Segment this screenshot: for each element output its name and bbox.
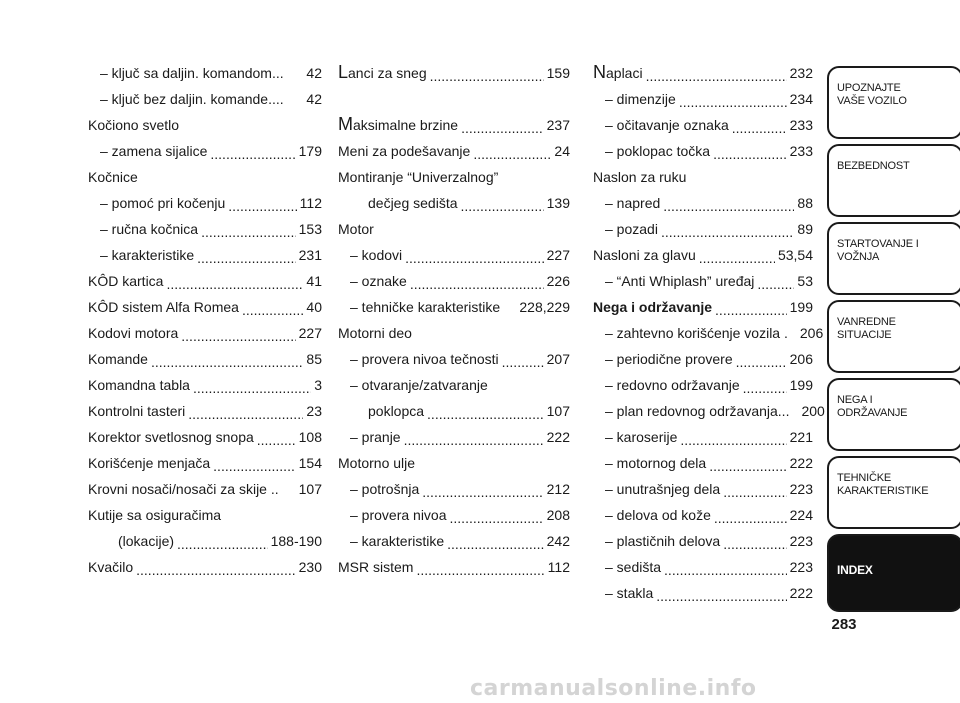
entry-page: 228,229 bbox=[519, 299, 570, 315]
tab-vanredne-situacije[interactable] bbox=[827, 300, 960, 373]
entry-page: 107 bbox=[546, 403, 570, 419]
index-entry-komande bbox=[88, 346, 322, 372]
index-entry-plasticnih-delova bbox=[593, 528, 813, 554]
index-entry-montiranje-univerzalnog bbox=[338, 164, 570, 190]
index-entry-naslon-za-ruku bbox=[593, 164, 813, 190]
leader-dots bbox=[679, 92, 787, 112]
entry-label: – plan redovnog održavanja... bbox=[605, 403, 790, 419]
entry-page: 88 bbox=[797, 195, 813, 211]
entry-page: 108 bbox=[298, 429, 322, 445]
leader-dots bbox=[404, 430, 544, 450]
entry-label bbox=[593, 59, 643, 86]
leader-dots bbox=[714, 508, 787, 528]
index-column-1 bbox=[88, 60, 322, 580]
index-entry-tehnicke-karakteristike bbox=[338, 294, 570, 320]
entry-label: – karakteristike bbox=[100, 247, 195, 263]
entry-label: MSR sistem bbox=[338, 559, 414, 575]
entry-label: poklopca bbox=[368, 403, 425, 419]
index-column-3 bbox=[593, 60, 825, 606]
entry-label-text: anci za sneg bbox=[348, 65, 427, 81]
index-entry-motorni-deo bbox=[338, 320, 570, 346]
entry-label: KÔD sistem Alfa Romea bbox=[88, 299, 239, 315]
index-entry-dimenzije bbox=[593, 86, 813, 112]
entry-page: 237 bbox=[546, 117, 570, 133]
index-entry-kociono-svetlo bbox=[88, 112, 322, 138]
leader-dots bbox=[410, 274, 544, 294]
index-entry-karoserije bbox=[593, 424, 813, 450]
leader-dots bbox=[732, 118, 787, 138]
entry-label: Kutije sa osiguračima bbox=[88, 507, 222, 523]
entry-label: – otvaranje/zatvaranje bbox=[350, 377, 488, 393]
entry-label: Motorno ulje bbox=[338, 455, 416, 471]
entry-page: 223 bbox=[789, 481, 813, 497]
entry-page: 23 bbox=[306, 403, 322, 419]
entry-label: – redovno održavanje bbox=[605, 377, 740, 393]
leader-dots bbox=[680, 430, 786, 450]
index-entry-naplaci bbox=[593, 60, 813, 86]
index-entry-rucna-kocnica bbox=[88, 216, 322, 242]
leader-dots bbox=[646, 66, 787, 86]
leader-dots bbox=[699, 248, 775, 268]
entry-page: 222 bbox=[789, 585, 813, 601]
leader-dots bbox=[151, 352, 303, 372]
index-entry-kocnice bbox=[88, 164, 322, 190]
index-entry-koriscenje-menjaca bbox=[88, 450, 322, 476]
section-tabs bbox=[827, 66, 960, 617]
entry-page: 207 bbox=[546, 351, 570, 367]
leader-dots bbox=[461, 196, 544, 216]
index-entry-periodicne-provere bbox=[593, 346, 813, 372]
index-entry-poklopca bbox=[338, 398, 570, 424]
leader-dots bbox=[447, 534, 543, 554]
leader-dots bbox=[502, 352, 544, 372]
index-entry-plan-redovnog-odrzavanja bbox=[593, 398, 825, 424]
entry-page: 42 bbox=[306, 91, 322, 107]
index-entry-komandna-tabla bbox=[88, 372, 322, 398]
entry-label: KÔD kartica bbox=[88, 273, 164, 289]
entry-label: Krovni nosači/nosači za skije .. bbox=[88, 481, 279, 497]
entry-page: 223 bbox=[789, 533, 813, 549]
entry-page: 227 bbox=[546, 247, 570, 263]
index-entry-kodovi bbox=[338, 242, 570, 268]
entry-page: 40 bbox=[306, 299, 322, 315]
entry-label: Korišćenje menjača bbox=[88, 455, 211, 471]
entry-label bbox=[338, 59, 427, 86]
index-entry-kljuc-bez-daljin-komande bbox=[88, 86, 322, 112]
leader-dots bbox=[736, 352, 787, 372]
leader-dots bbox=[177, 534, 268, 554]
index-entry-motor bbox=[338, 216, 570, 242]
entry-page: 224 bbox=[789, 507, 813, 523]
entry-page: 159 bbox=[546, 65, 570, 81]
entry-page: 234 bbox=[789, 91, 813, 107]
entry-label: dečjeg sedišta bbox=[368, 195, 458, 211]
entry-page: 233 bbox=[789, 143, 813, 159]
leader-dots bbox=[757, 274, 794, 294]
leader-dots bbox=[713, 144, 787, 164]
index-entry-otvaranje-zatvaranje bbox=[338, 372, 570, 398]
entry-label: Komandna tabla bbox=[88, 377, 190, 393]
entry-page: 206 bbox=[789, 351, 813, 367]
entry-label: – karoserije bbox=[605, 429, 678, 445]
leader-dots bbox=[723, 482, 786, 502]
entry-label: – delova od kože bbox=[605, 507, 711, 523]
entry-label: Kočnice bbox=[88, 169, 138, 185]
tab-label: STARTOVANJE I VOŽNJA bbox=[837, 238, 919, 263]
index-entry-nasloni-za-glavu bbox=[593, 242, 813, 268]
index-entry-karakteristike bbox=[338, 528, 570, 554]
entry-page: 42 bbox=[306, 65, 322, 81]
entry-page: 188-190 bbox=[270, 533, 322, 549]
entry-label: – dimenzije bbox=[605, 91, 676, 107]
entry-page: 208 bbox=[546, 507, 570, 523]
index-entry-zahtevno-koriscenje-vozila bbox=[593, 320, 824, 346]
leader-dots bbox=[416, 560, 544, 580]
entry-label: – oznake bbox=[350, 273, 407, 289]
entry-page: 206 bbox=[799, 325, 824, 341]
entry-label: – plastičnih delova bbox=[605, 533, 721, 549]
entry-label: – pranje bbox=[350, 429, 401, 445]
tab-label: NEGA I ODRŽAVANJE bbox=[837, 394, 908, 419]
index-entry-kljuc-sa-daljin-komandom bbox=[88, 60, 322, 86]
index-entry-oznake bbox=[338, 268, 570, 294]
entry-page: 233 bbox=[789, 117, 813, 133]
leader-dots bbox=[166, 274, 303, 294]
entry-label: – “Anti Whiplash” uređaj bbox=[605, 273, 755, 289]
entry-label: – pozadi bbox=[605, 221, 658, 237]
entry-label: – zahtevno korišćenje vozila . bbox=[605, 325, 788, 341]
leader-dots bbox=[663, 196, 794, 216]
index-entry-kontrolni-tasteri bbox=[88, 398, 322, 424]
entry-page: 24 bbox=[554, 143, 570, 159]
leader-dots bbox=[188, 404, 303, 424]
leader-dots bbox=[193, 378, 311, 398]
entry-label-text: aplaci bbox=[606, 65, 643, 81]
leader-dots bbox=[461, 118, 544, 138]
leader-dots bbox=[743, 378, 787, 398]
index-entry-sedista bbox=[593, 554, 813, 580]
leader-dots bbox=[656, 586, 786, 606]
entry-page: 222 bbox=[789, 455, 813, 471]
entry-initial: N bbox=[593, 62, 606, 82]
entry-label: – potrošnja bbox=[350, 481, 420, 497]
tab-bezbednost[interactable] bbox=[827, 144, 960, 217]
entry-page: 242 bbox=[546, 533, 570, 549]
index-entry-napred bbox=[593, 190, 813, 216]
entry-page: 200 bbox=[801, 403, 825, 419]
entry-label: – zamena sijalice bbox=[100, 143, 208, 159]
watermark: carmanualsonline.info bbox=[470, 676, 757, 701]
leader-dots bbox=[257, 430, 296, 450]
index-entry-redovno-odrzavanje bbox=[593, 372, 813, 398]
index-entry-provera-nivoa-tecnosti bbox=[338, 346, 570, 372]
entry-page: 231 bbox=[298, 247, 322, 263]
index-entry-stakla bbox=[593, 580, 813, 606]
entry-label: – ključ sa daljin. komandom... bbox=[100, 65, 284, 81]
tab-label: VANREDNE SITUACIJE bbox=[837, 316, 896, 341]
entry-label: – stakla bbox=[605, 585, 654, 601]
entry-page: 230 bbox=[298, 559, 322, 575]
index-entry-kod-sistem-alfa-romea bbox=[88, 294, 322, 320]
entry-label: Meni za podešavanje bbox=[338, 143, 471, 159]
entry-label: Montiranje “Univerzalnog” bbox=[338, 169, 499, 185]
index-entry-kvacilo bbox=[88, 554, 322, 580]
tab-label: BEZBEDNOST bbox=[837, 160, 910, 172]
entry-page: 153 bbox=[298, 221, 322, 237]
entry-label: Korektor svetlosnog snopa bbox=[88, 429, 254, 445]
entry-label: Nasloni za glavu bbox=[593, 247, 696, 263]
leader-dots bbox=[723, 534, 786, 554]
entry-page: 112 bbox=[547, 559, 570, 575]
index-entry-anti-whiplash-ure-aj bbox=[593, 268, 813, 294]
entry-label: Kontrolni tasteri bbox=[88, 403, 186, 419]
entry-label-text: aksimalne brzine bbox=[353, 117, 459, 133]
leader-dots bbox=[661, 222, 794, 242]
entry-page: 227 bbox=[298, 325, 322, 341]
index-entry-maksimalne-brzine bbox=[338, 112, 570, 138]
index-entry-kodovi-motora bbox=[88, 320, 322, 346]
entry-label: – sedišta bbox=[605, 559, 662, 575]
index-entry-msr-sistem bbox=[338, 554, 570, 580]
entry-page: 53,54 bbox=[777, 247, 813, 263]
entry-page: 221 bbox=[789, 429, 813, 445]
tab-label: TEHNIČKE KARAKTERISTIKE bbox=[837, 472, 929, 497]
index-entry-zamena-sijalice bbox=[88, 138, 322, 164]
entry-label: – kodovi bbox=[350, 247, 403, 263]
entry-label: – motornog dela bbox=[605, 455, 707, 471]
entry-page: 89 bbox=[797, 221, 813, 237]
entry-label: – karakteristike bbox=[350, 533, 445, 549]
entry-label: – unutrašnjeg dela bbox=[605, 481, 721, 497]
entry-initial: L bbox=[338, 62, 349, 82]
entry-label: – očitavanje oznaka bbox=[605, 117, 729, 133]
leader-dots bbox=[201, 222, 296, 242]
tab-index[interactable] bbox=[827, 534, 960, 612]
entry-page: 107 bbox=[298, 481, 322, 497]
leader-dots bbox=[422, 482, 543, 502]
index-entry-ocitavanje-oznaka bbox=[593, 112, 813, 138]
tab-startovanje-i-voznja[interactable] bbox=[827, 222, 960, 295]
leader-dots bbox=[430, 66, 544, 86]
leader-dots bbox=[405, 248, 543, 268]
entry-page: 212 bbox=[546, 481, 570, 497]
entry-label: – periodične provere bbox=[605, 351, 733, 367]
leader-dots bbox=[427, 404, 544, 424]
leader-dots bbox=[136, 560, 296, 580]
index-entry-pomoc-pri-kocenju bbox=[88, 190, 322, 216]
leader-dots bbox=[210, 144, 295, 164]
leader-dots bbox=[715, 300, 787, 320]
leader-dots bbox=[213, 456, 295, 476]
entry-page: 154 bbox=[298, 455, 322, 471]
index-entry-meni-za-podesavanje bbox=[338, 138, 570, 164]
leader-dots bbox=[181, 326, 295, 346]
index-entry-karakteristike bbox=[88, 242, 322, 268]
leader-dots bbox=[709, 456, 786, 476]
entry-page: 112 bbox=[299, 195, 322, 211]
entry-label: – provera nivoa bbox=[350, 507, 447, 523]
leader-dots bbox=[450, 508, 544, 528]
index-entry-lanci-za-sneg bbox=[338, 60, 570, 86]
entry-label: Kočiono svetlo bbox=[88, 117, 180, 133]
entry-label: Motor bbox=[338, 221, 374, 237]
index-entry-motornog-dela bbox=[593, 450, 813, 476]
entry-label: Motorni deo bbox=[338, 325, 412, 341]
leader-dots bbox=[664, 560, 787, 580]
leader-dots bbox=[228, 196, 296, 216]
entry-label: Kvačilo bbox=[88, 559, 134, 575]
entry-label bbox=[338, 111, 458, 138]
index-entry-potrosnja bbox=[338, 476, 570, 502]
index-entry-kod-kartica bbox=[88, 268, 322, 294]
index-entry-poklopac-tocka bbox=[593, 138, 813, 164]
entry-page: 199 bbox=[789, 377, 813, 393]
entry-label: (lokacije) bbox=[118, 533, 175, 549]
entry-page: 41 bbox=[306, 273, 322, 289]
leader-dots bbox=[197, 248, 295, 268]
entry-page: 232 bbox=[789, 65, 813, 81]
entry-page: 223 bbox=[789, 559, 813, 575]
index-entry-nega-i-odrzavanje bbox=[593, 294, 813, 320]
leader-dots bbox=[473, 144, 551, 164]
index-entry-korektor-svetlosnog-snopa bbox=[88, 424, 322, 450]
tab-upoznajte-vase-vozilo[interactable] bbox=[827, 66, 960, 139]
entry-page: 179 bbox=[298, 143, 322, 159]
entry-label: – napred bbox=[605, 195, 661, 211]
entry-label: Kodovi motora bbox=[88, 325, 179, 341]
index-entry-unutrasnjeg-dela bbox=[593, 476, 813, 502]
entry-label: – provera nivoa tečnosti bbox=[350, 351, 499, 367]
entry-label: Naslon za ruku bbox=[593, 169, 687, 185]
tab-label: UPOZNAJTE VAŠE VOZILO bbox=[837, 82, 907, 107]
index-entry-krovni-nosaci-nosaci-za-skije bbox=[88, 476, 322, 502]
index-entry-motorno-ulje bbox=[338, 450, 570, 476]
entry-label: – ručna kočnica bbox=[100, 221, 199, 237]
leader-dots bbox=[242, 300, 303, 320]
index-column-2 bbox=[338, 60, 570, 580]
entry-page: 139 bbox=[546, 195, 570, 211]
index-entry-provera-nivoa bbox=[338, 502, 570, 528]
page-number: 283 bbox=[831, 616, 857, 633]
index-entry-delova-od-koze bbox=[593, 502, 813, 528]
entry-label: – pomoć pri kočenju bbox=[100, 195, 226, 211]
entry-page: 226 bbox=[546, 273, 570, 289]
index-entry-kutije-sa-osiguracima bbox=[88, 502, 322, 528]
index-entry-lokacije bbox=[88, 528, 322, 554]
entry-page: 3 bbox=[314, 377, 322, 393]
tab-nega-i-odrzavanje[interactable] bbox=[827, 378, 960, 451]
index-entry-pranje bbox=[338, 424, 570, 450]
entry-page: 222 bbox=[546, 429, 570, 445]
entry-label: Komande bbox=[88, 351, 148, 367]
tab-tehnicke-karakteristike[interactable] bbox=[827, 456, 960, 529]
index-entry-decjeg-sedista bbox=[338, 190, 570, 216]
entry-page: 53 bbox=[797, 273, 813, 289]
index-entry-pozadi bbox=[593, 216, 813, 242]
entry-page: 85 bbox=[306, 351, 322, 367]
entry-label: Nega i održavanje bbox=[593, 299, 713, 315]
entry-initial: M bbox=[338, 114, 353, 134]
tab-label: INDEX bbox=[837, 563, 873, 577]
entry-label: – ključ bez daljin. komande.... bbox=[100, 91, 284, 107]
entry-page: 199 bbox=[789, 299, 813, 315]
entry-label: – poklopac točka bbox=[605, 143, 711, 159]
entry-label: – tehničke karakteristike bbox=[350, 299, 501, 315]
